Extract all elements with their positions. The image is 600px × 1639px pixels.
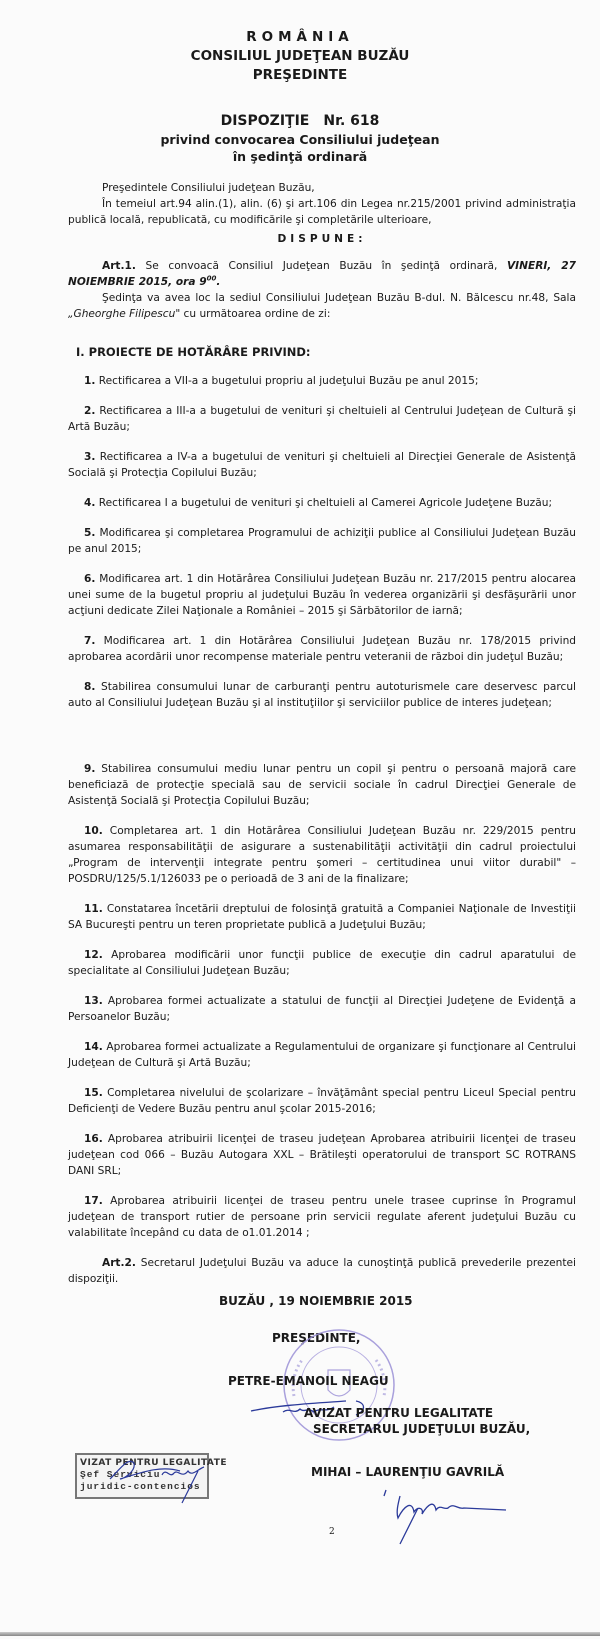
agenda-item-text: Rectificarea a III-a a bugetului de venituri şi cheltuieli al Centrului Judeţean de Cultură şi Artă Buzău; xyxy=(68,405,576,433)
art1-date: VINERI, 27 NOIEMBRIE 2015, ora $9^{00}$. xyxy=(68,260,576,288)
closing-block xyxy=(0,1293,600,1553)
agenda-item-number: 10. xyxy=(84,825,103,837)
section-heading: I. PROIECTE DE HOTĂRÂRE PRIVIND: xyxy=(76,345,311,359)
agenda-item-text: Rectificarea a IV-a a bugetului de venituri şi cheltuieli al Direcţiei Generale de Asistenţă Socială şi Protecţia Copilului Buzău; xyxy=(68,451,576,479)
header-office: PREŞEDINTE xyxy=(252,67,348,83)
agenda-item-number: 12. xyxy=(84,949,103,961)
agenda-item xyxy=(68,947,576,979)
subtitle-line-1: privind convocarea Consiliului judeţean xyxy=(160,132,440,147)
art2-text: Secretarul Judeţului Buzău va aduce la cunoştinţă publică prevederile prezentei dispoziţii. xyxy=(68,1257,576,1285)
agenda-item-number: 14. xyxy=(84,1041,103,1053)
agenda-item xyxy=(68,495,576,511)
agenda-item-text: Rectificarea a VII-a a bugetului propriu al judeţului Buzău pe anul 2015; xyxy=(98,375,479,387)
preamble-issuer: Preşedintele Consiliului judeţean Buzău, xyxy=(102,182,315,194)
vizat-signature xyxy=(100,1449,210,1509)
article-2 xyxy=(68,1255,576,1287)
agenda-item xyxy=(68,403,576,435)
header-institution: CONSILIUL JUDEŢEAN BUZĂU xyxy=(190,48,410,64)
article-1 xyxy=(68,258,576,290)
art1-location: Şedinţa va avea loc la sediul Consiliului Judeţean Buzău B-dul. N. Bălcescu nr.48, Sala „Gheorghe Filipescu" cu următoarea ordine de zi: xyxy=(68,292,576,320)
agenda-item-number: 6. xyxy=(84,573,96,585)
endorse-line-2: SECRETARUL JUDEŢULUI BUZĂU, xyxy=(313,1422,531,1436)
preamble-legal-basis: În temeiul art.94 alin.(1), alin. (6) şi art.106 din Legea nr.215/2001 privind administraţia publică locală, republicată, cu modificările şi completările ulterioare, xyxy=(68,198,576,226)
president-title: PREŞEDINTE, xyxy=(272,1331,361,1345)
dispune-heading: DISPUNE: xyxy=(277,233,367,245)
agenda-item xyxy=(68,373,576,389)
agenda-item-number: 7. xyxy=(84,635,96,647)
agenda-item-text: Modificarea art. 1 din Hotărârea Consiliului Judeţean Buzău nr. 178/2015 privind aprobarea acordării unor recompense materiale pentru veteranii de război din judeţul Buzău; xyxy=(68,635,577,663)
vizat-line-3: juridic-contencios xyxy=(80,1481,201,1492)
agenda-item xyxy=(68,679,576,711)
doc-number: Nr. 618 xyxy=(323,113,380,129)
agenda-item xyxy=(68,761,576,809)
agenda-item-number: 13. xyxy=(84,995,103,1007)
art1-label: Art.1. xyxy=(102,260,136,272)
header-country: ROMÂNIA xyxy=(246,29,354,45)
agenda-item-text: Completarea art. 1 din Hotărârea Consiliului Judeţean Buzău nr. 229/2015 pentru asumarea responsabilităţii de asigurare a sustenabilităţii activităţii din cadrul proiectului „Program de intervenţii integrate pentru şomeri – certitudinea unui viitor durabil" – POSDRU/125/5.1/126033 pe o perioadă de 3 ani de la finalizare; xyxy=(68,825,576,885)
endorse-line-1: AVIZAT PENTRU LEGALITATE xyxy=(304,1406,494,1420)
agenda-item-number: 11. xyxy=(84,903,103,915)
agenda-item xyxy=(68,1085,576,1117)
agenda-item-number: 5. xyxy=(84,527,96,539)
art2-label: Art.2. xyxy=(102,1257,136,1269)
secretary-name: MIHAI – LAURENŢIU GAVRILĂ xyxy=(311,1465,505,1479)
vizat-line-1: VIZAT PENTRU LEGALITATE xyxy=(80,1458,227,1468)
document-title xyxy=(0,112,600,131)
document-body xyxy=(68,180,576,1287)
agenda-item xyxy=(68,449,576,481)
agenda-item xyxy=(68,823,576,887)
agenda-item-text: Stabilirea consumului mediu lunar pentru un copil şi pentru o persoană majoră care beneficiază de protecţie specială sau de servicii sociale în cadrul Direcţiei Generale de Asistenţă Socială şi Protecţia Copilului Buzău; xyxy=(68,763,577,807)
secretary-signature xyxy=(378,1486,528,1548)
agenda-item xyxy=(68,525,576,557)
agenda-item-number: 15. xyxy=(84,1087,103,1099)
agenda-item-number: 9. xyxy=(84,763,96,775)
agenda-item xyxy=(68,571,576,619)
vizat-line-2: Şef Serviciu xyxy=(80,1469,161,1480)
agenda-item-text: Aprobarea formei actualizate a Regulamentului de organizare şi funcţionare al Centrului Judeţean de Cultură şi Artă Buzău; xyxy=(68,1041,576,1069)
agenda-item-number: 4. xyxy=(84,497,96,509)
agenda-item xyxy=(68,1131,576,1179)
agenda-item-text: Rectificarea I a bugetului de venituri şi cheltuieli al Camerei Agricole Judeţene Buzău; xyxy=(98,497,553,509)
agenda-list xyxy=(68,373,576,1241)
agenda-item xyxy=(68,1039,576,1071)
agenda-item xyxy=(68,993,576,1025)
agenda-item-text: Completarea nivelului de şcolarizare – învăţământ special pentru Liceul Special pentru Deficienţi de Vedere Buzău pentru anul şcolar 2015-2016; xyxy=(68,1087,576,1115)
agenda-item-number: 1. xyxy=(84,375,96,387)
doc-type: DISPOZIŢIE xyxy=(220,113,310,129)
agenda-item-text: Aprobarea atribuirii licenţei de traseu judeţean Aprobarea atribuirii licenţei de traseu judeţean cod 066 – Buzău Autogara XXL – Brătileşti operatorului de transport SC ROTRANS DANI SRL; xyxy=(68,1133,576,1177)
place-date: BUZĂU , 19 NOIEMBRIE 2015 xyxy=(219,1294,413,1308)
agenda-item-text: Modificarea art. 1 din Hotărârea Consiliului Judeţean Buzău nr. 217/2015 pentru alocarea unei sume de la bugetul propriu al judeţului Buzău în vederea organizării şi desfăşurării unor acţiuni dedicate Zilei Naţionale a României – 2015 şi Sărbătorilor de iarnă; xyxy=(68,573,576,617)
agenda-item-number: 16. xyxy=(84,1133,103,1145)
subtitle-line-2: în şedinţă ordinară xyxy=(232,149,368,164)
agenda-item-text: Aprobarea atribuirii licenţei de traseu pentru unele trasee cuprinse în Programul judeţean de transport rutier de persoane prin servicii regulate aferent judeţului Buzău cu valabilitate începând cu data de o1.01.2014 ; xyxy=(68,1195,576,1239)
agenda-item-number: 17. xyxy=(84,1195,103,1207)
page-number: 2 xyxy=(329,1527,335,1537)
art1-text: Se convoacă Consiliul Judeţean Buzău în şedinţă ordinară, xyxy=(145,260,498,272)
hall-name: „Gheorghe Filipescu" xyxy=(68,308,181,320)
agenda-item-number: 8. xyxy=(84,681,96,693)
agenda-item-text: Constatarea încetării dreptului de folosinţă gratuită a Companiei Naţionale de Investiţii SA Bucureşti pentru un teren proprietate publică a Judeţului Buzău; xyxy=(68,903,576,931)
agenda-item-text: Modificarea şi completarea Programului de achiziţii publice al Consiliului Judeţean Buzău pe anul 2015; xyxy=(68,527,576,555)
agenda-item xyxy=(68,1193,576,1241)
agenda-item-number: 2. xyxy=(84,405,96,417)
agenda-item-text: Stabilirea consumului lunar de carburanţi pentru autoturismele care deservesc parcul auto al Consiliului Judeţean Buzău şi al instituţiilor şi serviciilor publice de interes judeţean; xyxy=(68,681,576,709)
agenda-item-number: 3. xyxy=(84,451,96,463)
scan-edge xyxy=(0,1632,600,1636)
agenda-item xyxy=(68,633,576,665)
president-name: PETRE-EMANOIL NEAGU xyxy=(228,1374,389,1388)
agenda-item-text: Aprobarea modificării unor funcţii publice de execuţie din cadrul aparatului de specialitate al Consiliului Judeţean Buzău; xyxy=(68,949,576,977)
agenda-item-text: Aprobarea formei actualizate a statului de funcţii al Direcţiei Judeţene de Evidenţă a Persoanelor Buzău; xyxy=(68,995,576,1023)
agenda-item xyxy=(68,901,576,933)
